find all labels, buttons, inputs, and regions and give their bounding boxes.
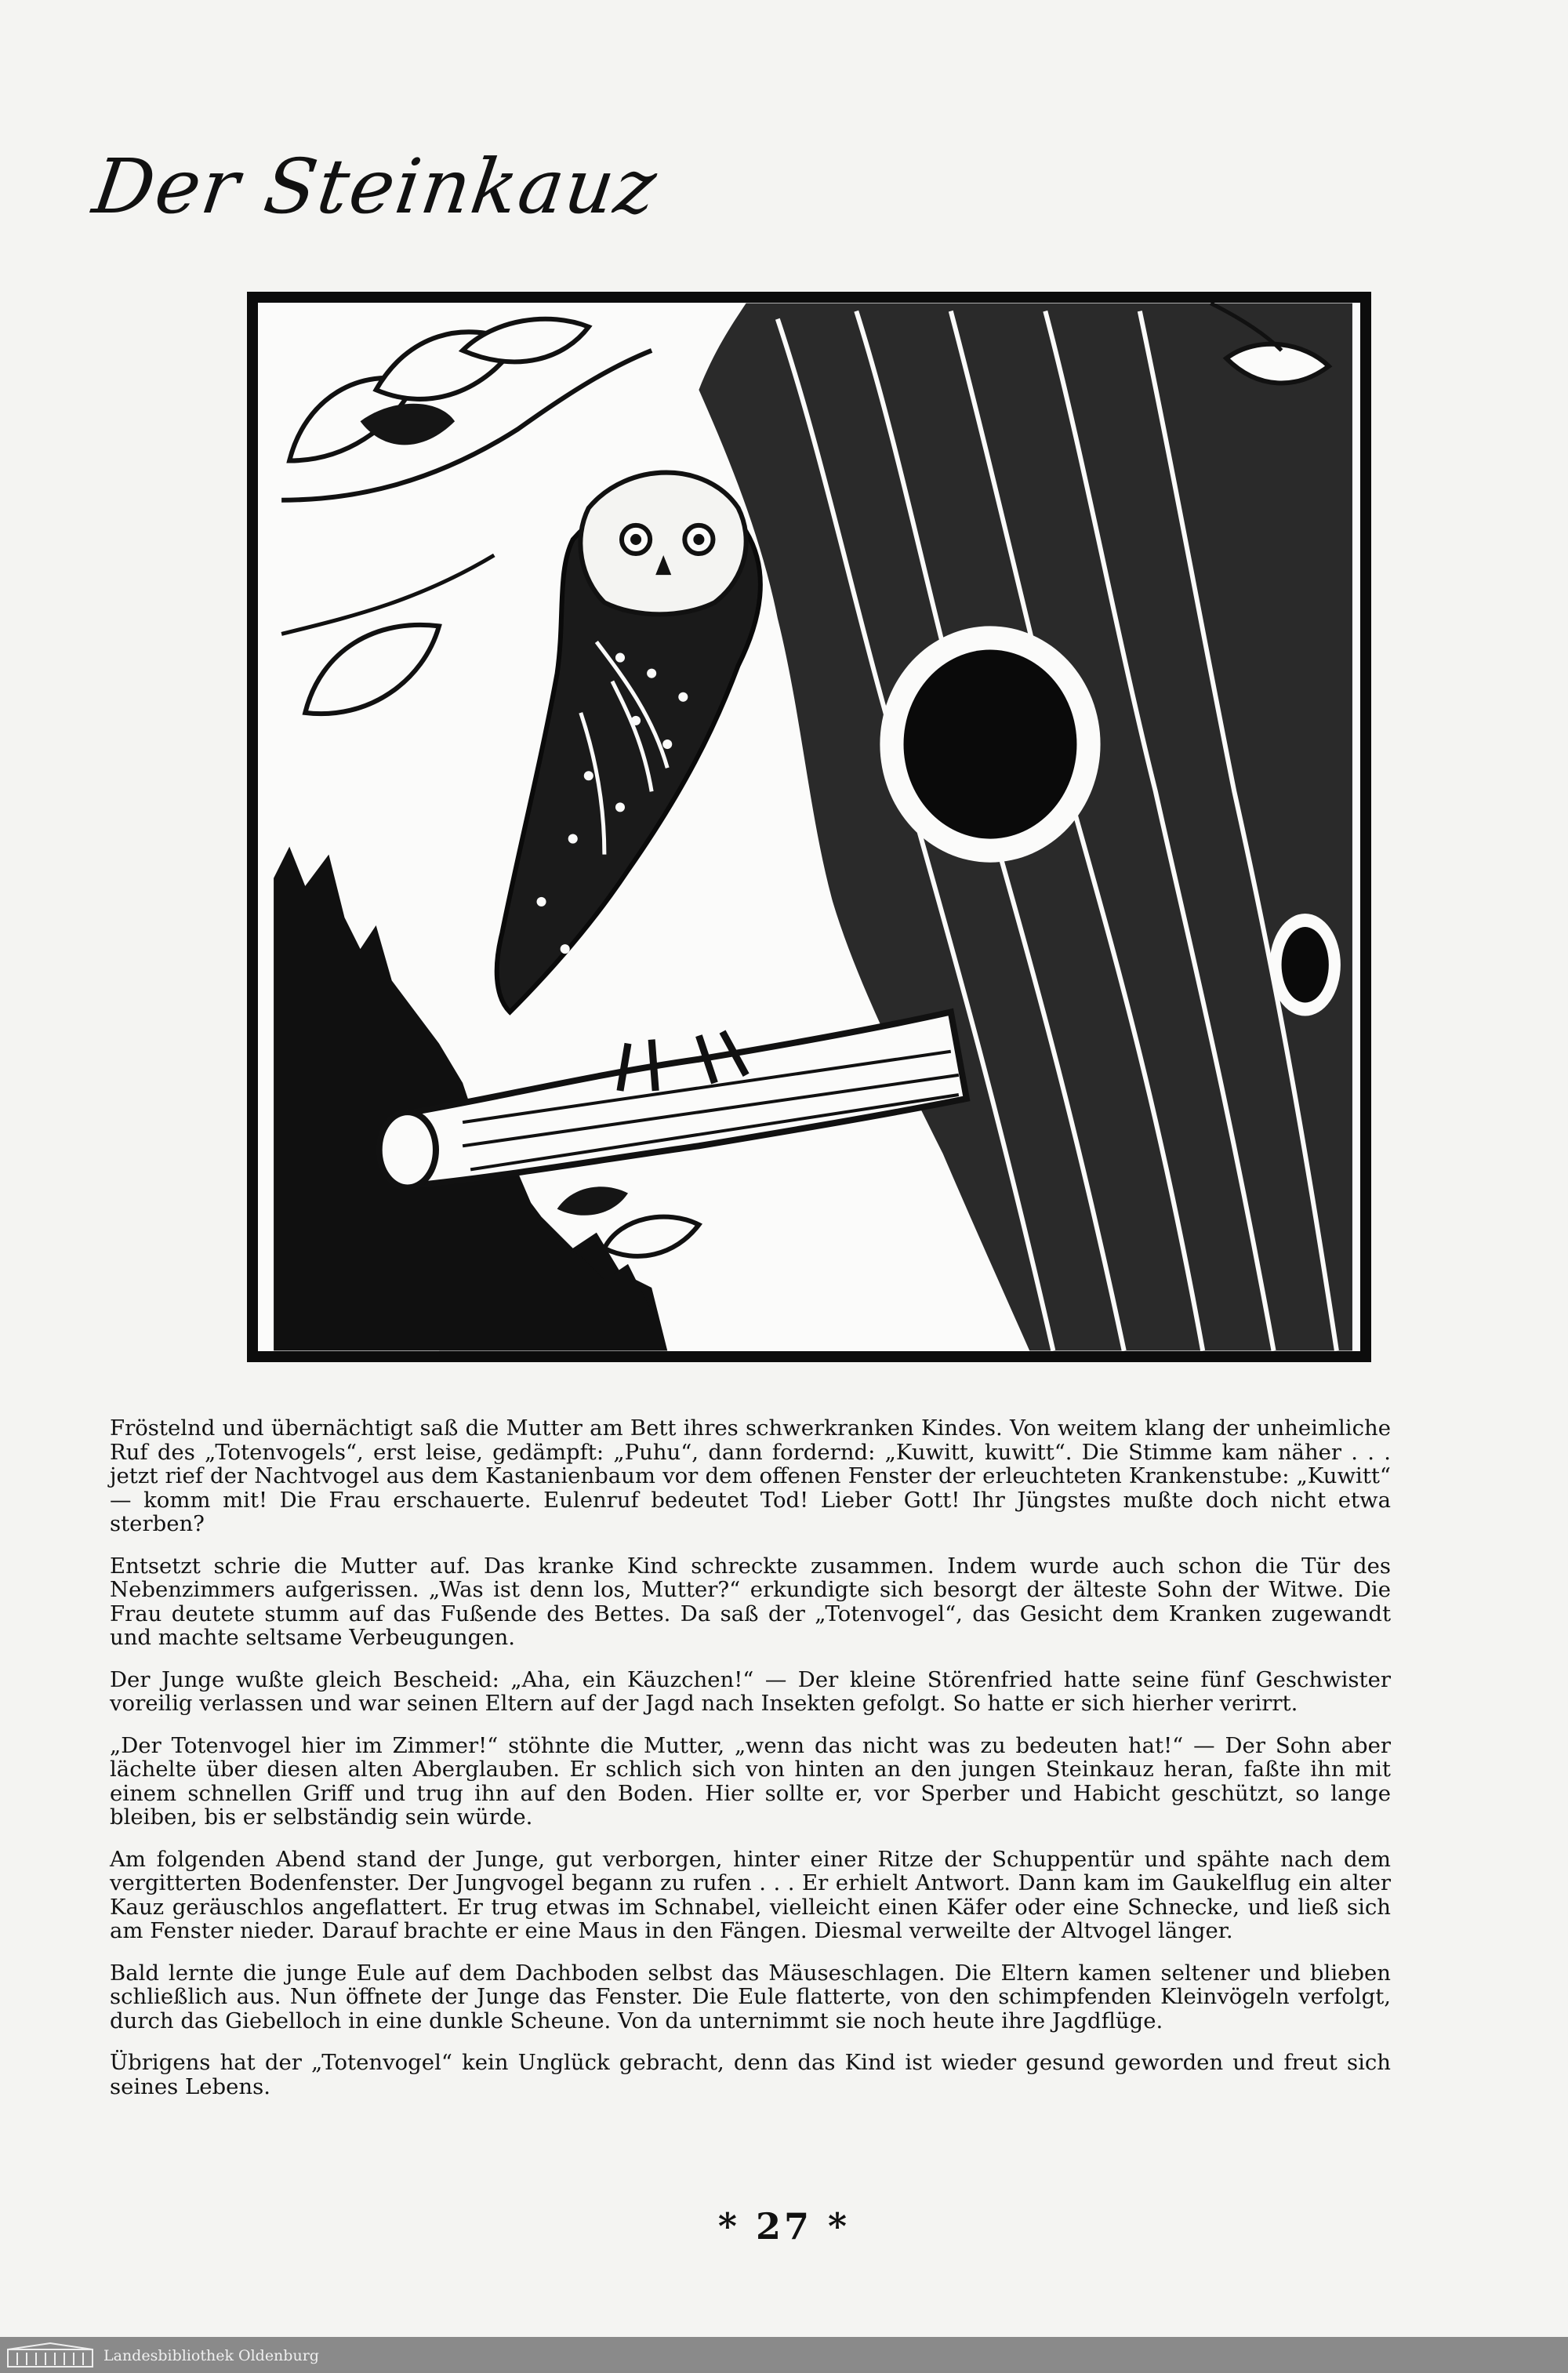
branch	[400, 1012, 967, 1186]
paragraph: Übrigens hat der „Totenvogel“ kein Unglück gebracht, denn das Kind ist wieder gesund geworden und freut sich seines Lebens.	[110, 2050, 1391, 2099]
page-number: * 27 *	[717, 2205, 851, 2248]
library-building-icon	[6, 2342, 94, 2368]
owl-illustration	[247, 292, 1371, 1362]
paragraph: Am folgenden Abend stand der Junge, gut verborgen, hinter einer Ritze der Schuppentür und spähte nach dem vergitterten Bodenfenster. Der Jungvogel begann zu rufen . . . Er erhielt Antwort. Dann kam im Gaukelflug ein alter Kauz geräuschlos angeflattert. Er trug etwas im Schnabel, vielleicht einen Käfer oder eine Schnecke, und ließ sich am Fenster nieder. Darauf brachte er eine Maus in den Fängen. Diesmal verweilte der Altvogel länger.	[110, 1846, 1391, 1943]
paragraph: „Der Totenvogel hier im Zimmer!“ stöhnte die Mutter, „wenn das nicht was zu bedeuten hat!“ — Der Sohn aber lächelte über diesen alten Aberglauben. Er schlich sich von hinten an den jungen Steinkauz heran, faßte ihn mit einem schnellen Griff und trug ihn auf den Boden. Hier sollte er, vor Sperber und Habicht geschützt, so lange bleiben, bis er selbständig sein würde.	[110, 1732, 1391, 1830]
article-text	[110, 1416, 1391, 2117]
library-name: Landesbibliothek Oldenburg	[103, 2347, 319, 2364]
paragraph: Fröstelnd und übernächtigt saß die Mutter am Bett ihres schwerkranken Kindes. Von weitem klang der unheimliche Ruf des „Totenvogels“, erst leise, gedämpft: „Puhu“, dann fordernd: „Kuwitt, kuwitt“. Die Stimme kam näher . . . jetzt rief der Nachtvogel aus dem Kastanienbaum vor dem offenen Fenster der erleuchteten Krankenstube: „Kuwitt“ — komm mit! Die Frau erschauerte. Eulenruf bedeutet Tod! Lieber Gott! Ihr Jüngstes mußte doch nicht etwa sterben?	[110, 1415, 1391, 1536]
paragraph: Der Junge wußte gleich Bescheid: „Aha, ein Käuzchen!“ — Der kleine Störenfried hatte seine fünf Geschwister voreilig verlassen und war seinen Eltern auf der Jagd nach Insekten gefolgt. So hatte er sich hierher verirrt.	[110, 1666, 1391, 1716]
paragraph: Bald lernte die junge Eule auf dem Dachboden selbst das Mäuseschlagen. Die Eltern kamen seltener und blieben schließlich aus. Nun öffnete der Junge das Fenster. Die Eule flatterte, von den schimpfenden Kleinvögeln verfolgt, durch das Giebelloch in eine dunkle Scheune. Von da unternimmt sie noch heute ihre Jagdflüge.	[110, 1960, 1391, 2033]
library-footer	[0, 2337, 1568, 2373]
page-title: Der Steinkauz	[88, 143, 663, 231]
paragraph: Entsetzt schrie die Mutter auf. Das kranke Kind schreckte zusammen. Indem wurde auch schon die Tür des Nebenzimmers aufgerissen. „Was ist denn los, Mutter?“ erkundigte sich besorgt der älteste Sohn der Witwe. Die Frau deutete stumm auf das Fußende des Bettes. Da saß der „Totenvogel“, das Gesicht dem Kranken zugewandt und machte seltsame Verbeugungen.	[110, 1553, 1391, 1650]
